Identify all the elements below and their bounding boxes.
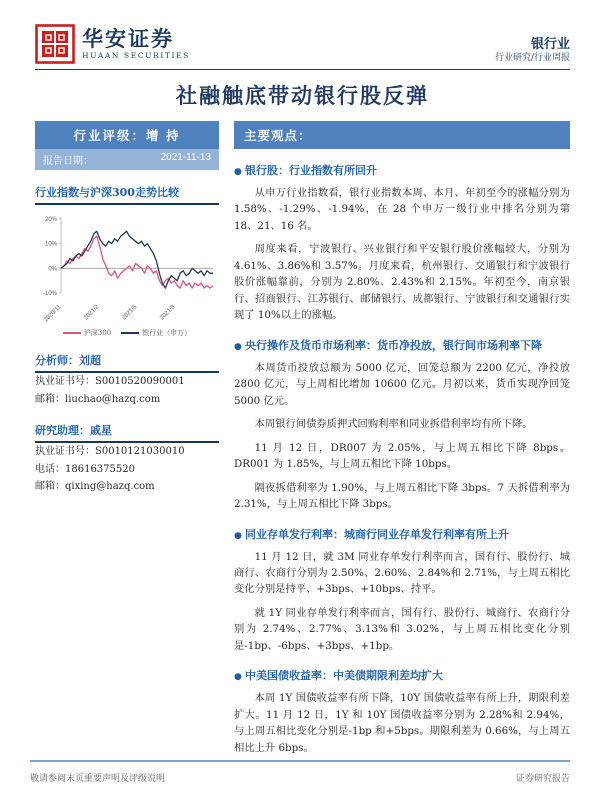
brand-name-cn: 华安证券 [82, 26, 174, 52]
chart-legend [35, 328, 219, 338]
svg-text:0%: 0% [48, 266, 57, 273]
paragraph: 11 月 12 日，就 3M 同业存单发行利率而言，国有行、股份行、城商行、农商行分别为 2.50%、2.60%、2.84%和 2.71%，与上周五相比变化分别是持平、+3bps、+10bps、持平。 [234, 550, 570, 596]
svg-text:10%: 10% [44, 241, 57, 248]
section-central-bank [234, 337, 570, 513]
assistant-license: 执业证书号：S0010121030010 [35, 446, 185, 457]
svg-text:-10%: -10% [42, 291, 57, 297]
main-content [234, 121, 570, 756]
svg-text:2021/8: 2021/8 [159, 304, 177, 322]
legend-line-icon [63, 332, 81, 334]
industry-trend-chart [35, 211, 219, 338]
footer-report-type: 证券研究报告 [515, 774, 570, 784]
svg-text:2020/11: 2020/11 [43, 304, 63, 323]
chart-title: 行业指数与沪深300走势比较 [35, 184, 219, 205]
section-ncd-rates [234, 526, 570, 655]
trend-chart-svg [35, 211, 219, 323]
paragraph: 就 1Y 同业存单发行利率而言，国有行、股份行、城商行、农商行分别为 2.74%、2.77%、3.13%和 3.02%，与上周五相比变化分别是-1bp、-6bps、+3bps、+1bp。 [234, 606, 570, 652]
analyst-email: 邮箱：liuchao@hazq.com [35, 393, 161, 405]
section-heading: ● 同业存单发行利率：城商行同业存单发行利率有所上升 [234, 526, 570, 542]
paragraph: 11 月 12 日，DR007 为 2.05%，与上周五相比下降 8bps。DR001 为 1.85%，与上周五相比下降 10bps。 [234, 441, 570, 471]
legend-item: 银行业（申万） [121, 328, 191, 338]
brand-name-en: HUAAN SECURITIES [82, 51, 190, 61]
industry-rating-bar: 行业评级：增 持 [35, 121, 219, 149]
page-header [35, 24, 570, 70]
svg-text:2021/2: 2021/2 [83, 304, 101, 322]
section-heading: ● 中美国债收益率：中美债期限利差均扩大 [234, 667, 570, 683]
report-date-label: 报告日期： [43, 156, 93, 167]
section-heading: ● 央行操作及货币市场利率：货币净投放，银行间市场利率下降 [234, 337, 570, 353]
legend-line-icon [121, 332, 139, 334]
sidebar [35, 121, 219, 756]
page-footer [30, 760, 570, 784]
analyst-info [35, 373, 219, 408]
paragraph: 从申万行业指数看，银行业指数本周、本月、年初至今的涨幅分别为 1.58%、-1.29%、-1.94%，在 28 个申万一级行业中排名分别为第 18、21、16 名。 [234, 187, 570, 232]
key-points-bar: 主要观点： [234, 121, 570, 149]
analyst-heading: 分析师：刘超 [35, 352, 219, 373]
section-bank-stocks [234, 162, 570, 324]
huaan-seal-logo-icon [35, 24, 75, 64]
industry-label: 银行业 [530, 36, 570, 52]
page-title: 社融触底带动银行股反弹 [176, 83, 429, 108]
report-date-bar [35, 149, 219, 170]
section-heading: ● 银行股：行业指数有所回升 [234, 162, 570, 178]
svg-text:2021/5: 2021/5 [121, 304, 139, 322]
assistant-info [35, 443, 219, 496]
header-meta [495, 37, 570, 65]
assistant-email: 邮箱：qixing@hazq.com [35, 481, 155, 492]
footer-disclaimer: 敬请参阅末页重要声明及评级说明 [30, 774, 166, 784]
brand-block [35, 24, 190, 64]
report-type-label: 行业研究/行业周报 [494, 52, 570, 63]
paragraph: 本周货币投放总额为 5000 亿元，回笼总额为 2200 亿元，净投放 2800 亿元，与上周相比增加 10600 亿元。月初以来，货币实现净回笼 5000 亿元。 [234, 361, 570, 407]
analyst-license: 执业证书号：S0010520090001 [35, 376, 185, 387]
paragraph: 周度来看，宁波银行、兴业银行和平安银行股价涨幅较大，分别为 4.61%、3.86%和 3.57%。月度来看，杭州银行、交通银行和宁波银行股价涨幅靠前，分别为 2.80%、2.43%和 2.15%。年初至今，南京银行、招商银行、江苏银行、邮储银行、成都银行、宁波银行和交通银行实现了 10%以上的涨幅。 [234, 243, 570, 322]
legend-item: 沪深300 [63, 328, 111, 338]
paragraph: 隔夜拆借利率为 1.90%，与上周五相比下降 3bps。7 天拆借利率为 2.31%，与上周五相比下降 3bps。 [234, 481, 570, 511]
svg-text:20%: 20% [44, 217, 57, 223]
brand-text [82, 28, 190, 60]
assistant-phone: 电话：18616375520 [35, 463, 135, 475]
report-date-value: 2021-11-13 [160, 152, 211, 163]
assistant-heading: 研究助理：戚星 [35, 422, 219, 443]
paragraph: 本周 1Y 国债收益率有所下降，10Y 国债收益率有所上升，期限利差扩大。11 月 12 日，1Y 和 10Y 国债收益率分别为 2.28%和 2.94%，与上周五相比变化分别是-1bp 和+5bps。期限利差为 0.66%，与上周五相比上升 6bps。 [234, 692, 570, 754]
section-bond-yields [234, 667, 570, 756]
paragraph: 本周银行间债券质押式回购利率和同业拆借利率均有所下降。 [254, 418, 533, 431]
